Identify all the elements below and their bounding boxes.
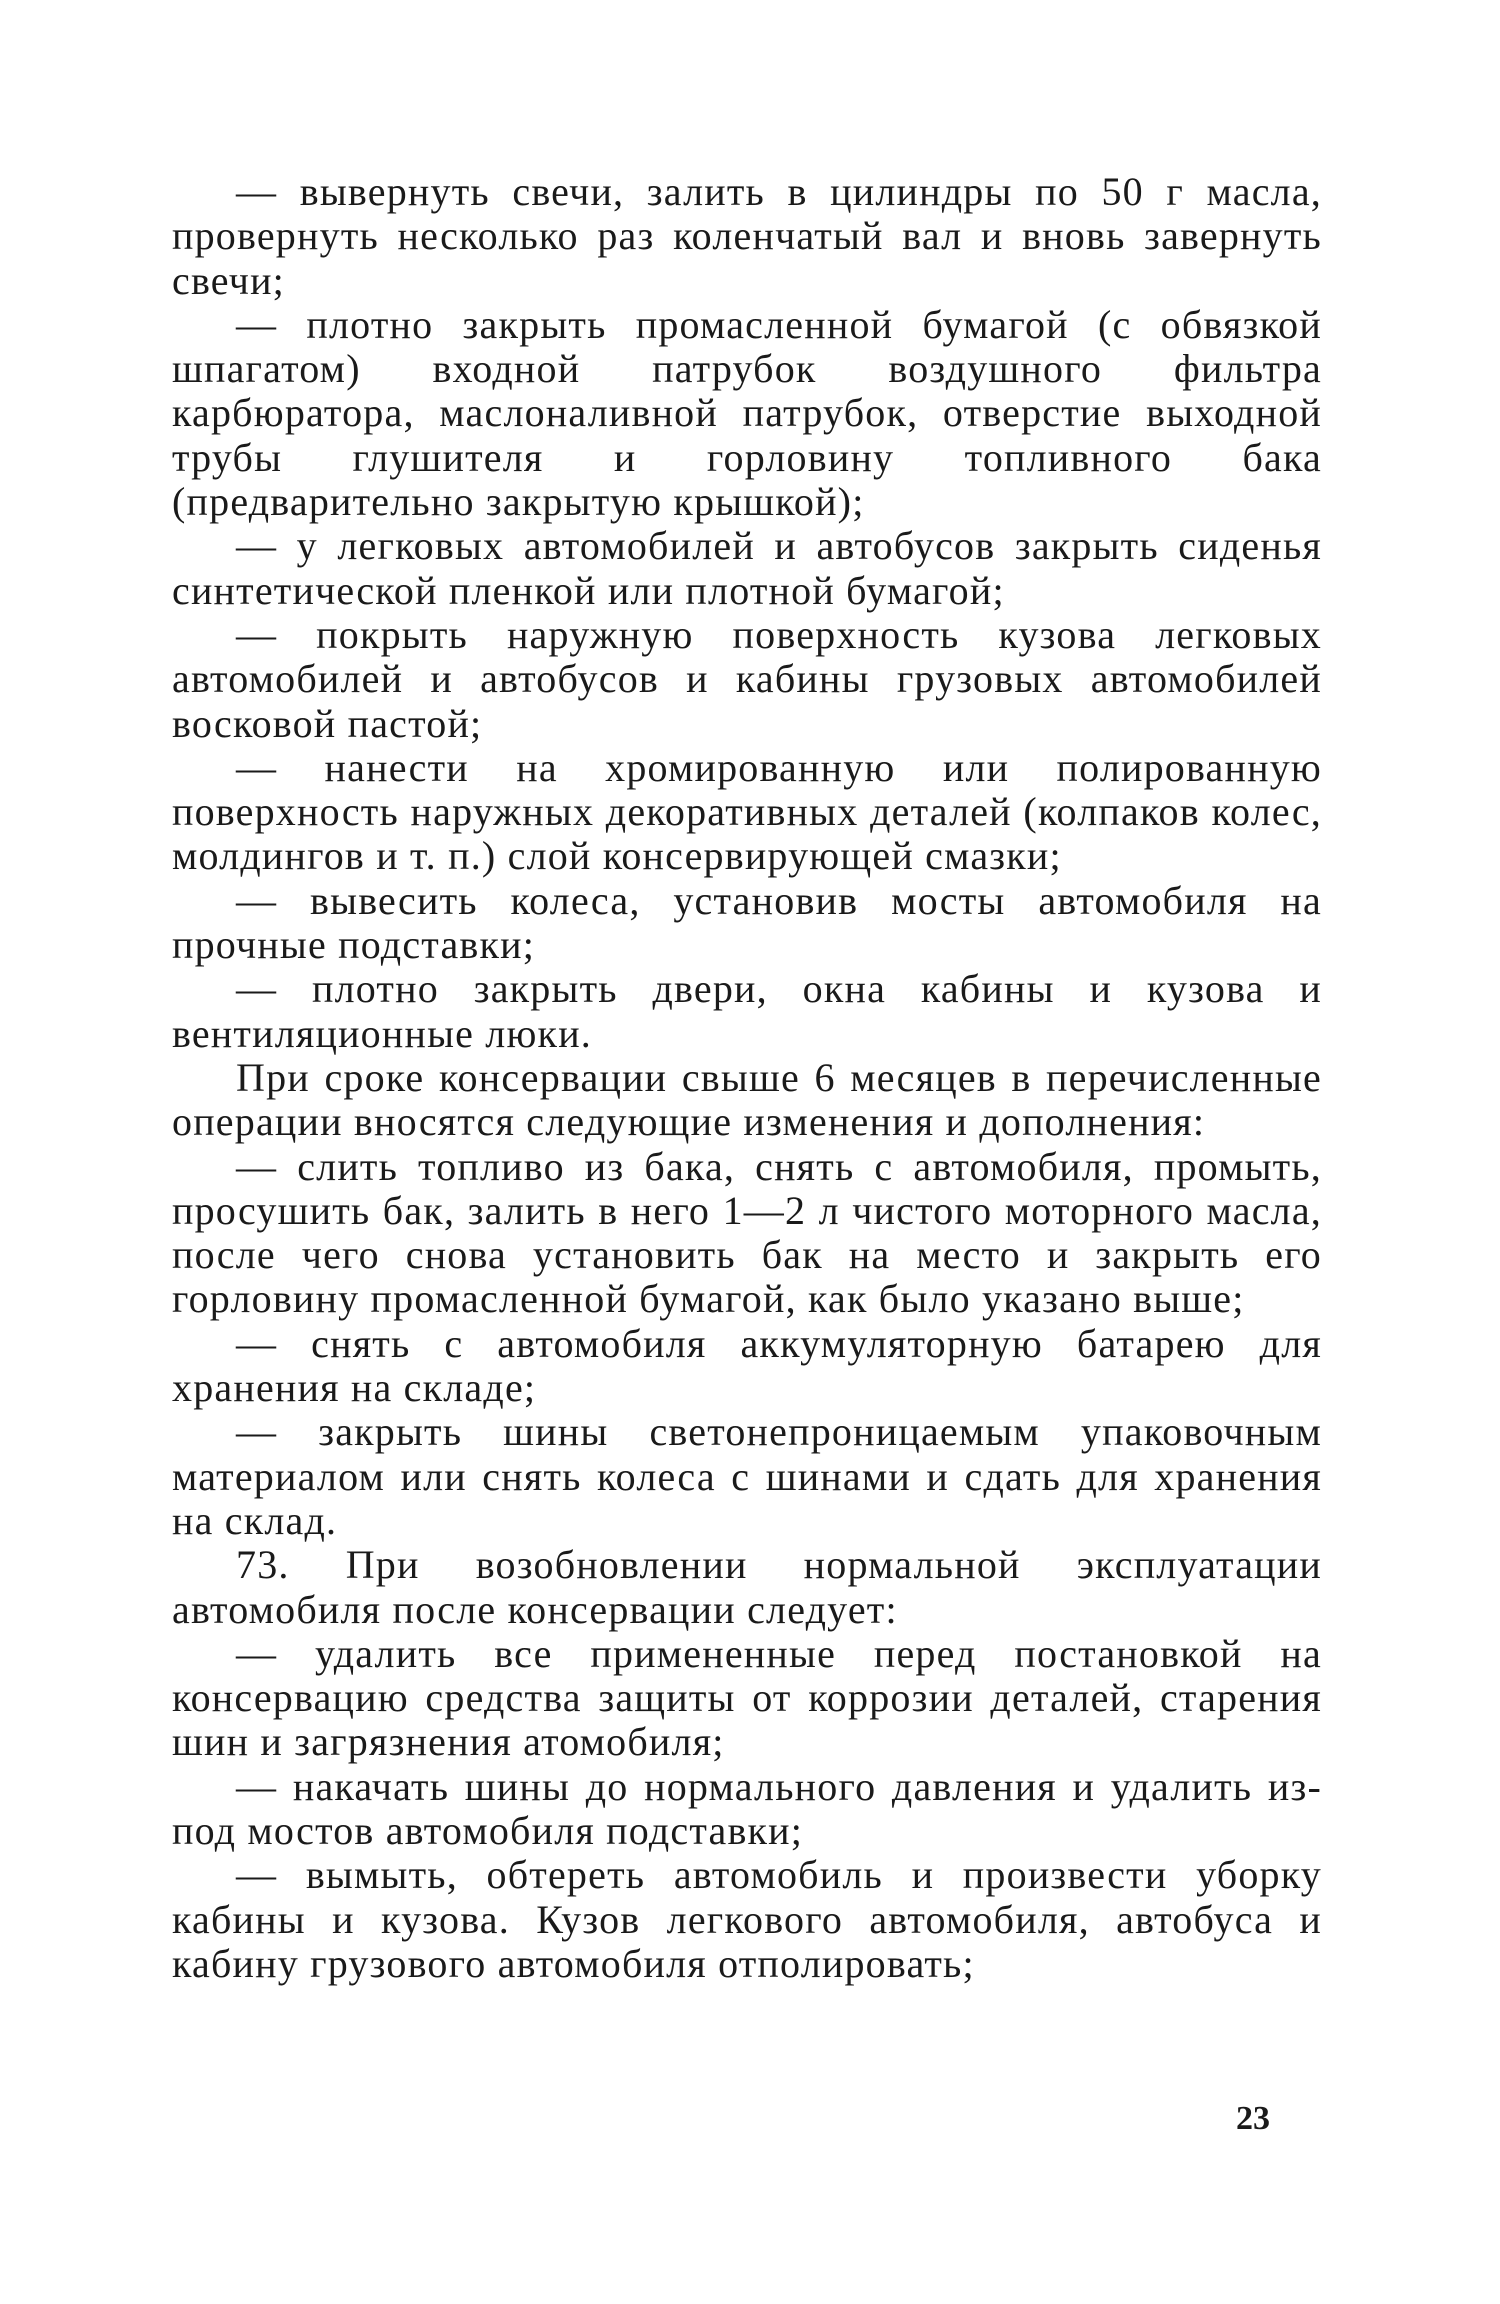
paragraph-remove-protection: — удалить все примененные перед постановкой на консервацию средства защиты от коррозии деталей, старения шин и загрязнения атомобиля;: [172, 1630, 1322, 1765]
paragraph-close-doors: — плотно закрыть двери, окна кабины и кузова и вентиляционные люки.: [172, 966, 1322, 1056]
paragraph-wash-polish: — вымыть, обтереть автомобиль и произвести уборку кабины и кузова. Кузов легкового автомобиля, автобуса и кабину грузового автомобиля отполировать;: [172, 1852, 1322, 1986]
paragraph-remove-battery: — снять с автомобиля аккумуляторную батарею для хранения на складе;: [172, 1320, 1322, 1411]
paragraph-cover-tires: — закрыть шины светонепроницаемым упаковочным материалом или снять колеса с шинами и сдать для хранения на склад.: [172, 1409, 1322, 1543]
paragraph-long-term-intro: При сроке консервации свыше 6 месяцев в перечисленные операции вносятся следующие изменения и дополнения:: [172, 1054, 1322, 1145]
paragraph-wax-body: — покрыть наружную поверхность кузова легковых автомобилей и автобусов и кабины грузовых автомобилей восковой пастой;: [172, 611, 1322, 746]
paragraph-inflate-tires: — накачать шины до нормального давления и удалить из-под мостов автомобиля подставки;: [172, 1763, 1322, 1853]
paragraph-raise-wheels: — вывесить колеса, установив мосты автомобиля на прочные подставки;: [172, 877, 1322, 968]
paragraph-seal-openings: — плотно закрыть промасленной бумагой (с обвязкой шпагатом) входной патрубок воздушного фильтра карбюратора, маслоналивной патрубок, отверстие выходной трубы глушителя и горловину топливного бака (предварительно закрытую крышкой);: [172, 301, 1322, 525]
paragraph-drain-fuel: — слить топливо из бака, снять с автомобиля, промыть, просушить бак, залить в него 1—2 л чистого моторного масла, после чего снова установить бак на место и закрыть его горловину промасленной бумагой, как было указано выше;: [172, 1143, 1322, 1322]
page-number: 23: [1236, 2100, 1270, 2137]
paragraph-unscrew-spark-plugs: — вывернуть свечи, залить в цилиндры по 50 г масла, провернуть несколько раз коленчатый вал и вновь завернуть свечи;: [172, 169, 1322, 303]
body-text: [172, 170, 1322, 1986]
paragraph-chrome-grease: — нанести на хромированную или полированную поверхность наружных декоративных деталей (колпаков колес, молдингов и т. п.) слой консервирующей смазки;: [172, 744, 1322, 879]
paragraph-section-73: 73. При возобновлении нормальной эксплуатации автомобиля после консервации следует:: [172, 1542, 1322, 1632]
paragraph-cover-seats: — у легковых автомобилей и автобусов закрыть сиденья синтетической пленкой или плотной бумагой;: [172, 523, 1322, 613]
